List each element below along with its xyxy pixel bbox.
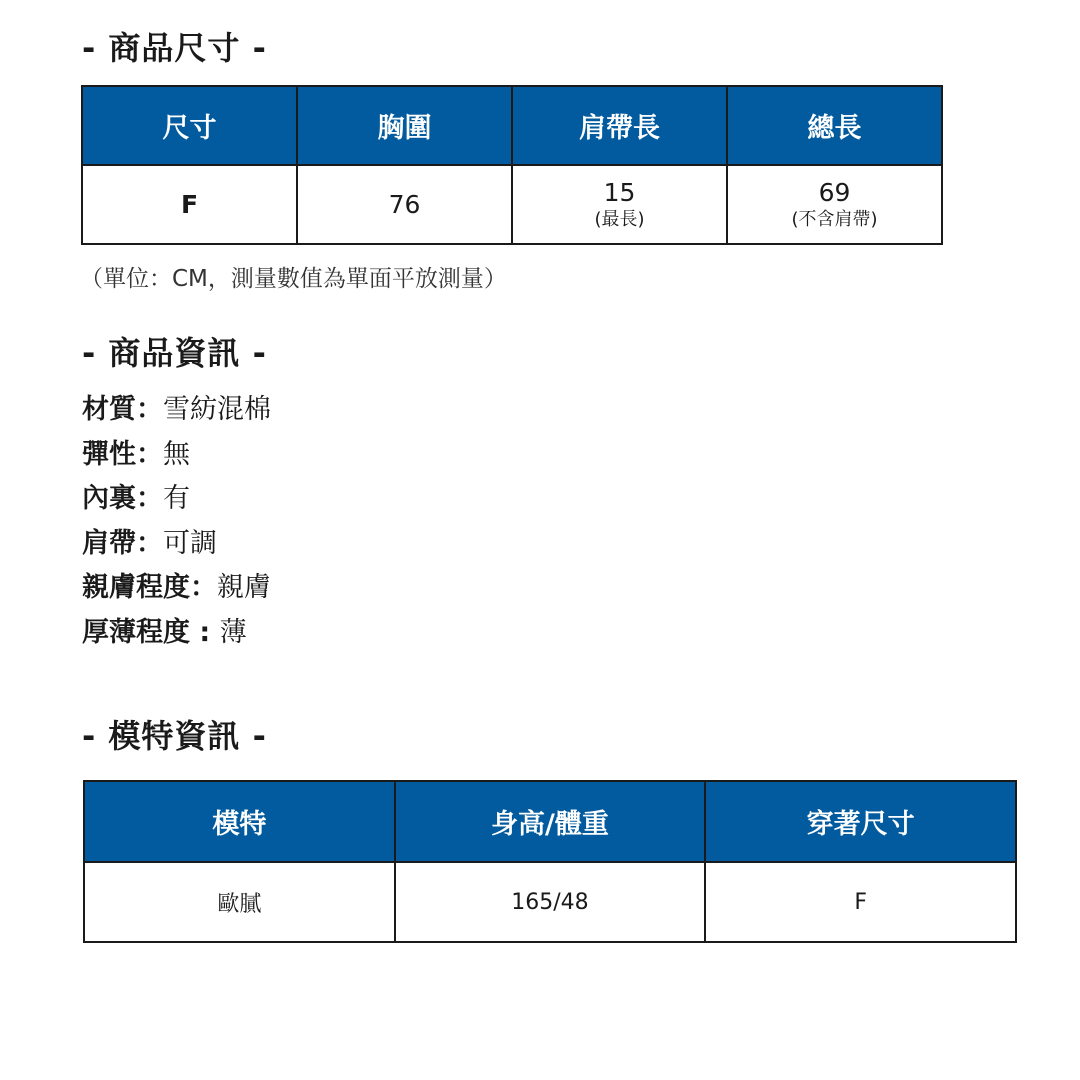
size-value: F (82, 165, 297, 244)
list-item (82, 566, 271, 611)
list-item (82, 611, 271, 656)
list-item (82, 522, 271, 567)
model-header-height-weight: 身高/體重 (395, 781, 706, 862)
strap-length-note: (最長) (594, 208, 645, 230)
size-header-bust: 胸圍 (297, 86, 512, 165)
list-item (82, 433, 271, 478)
info-separator: ： (136, 527, 163, 559)
model-table-header-row (84, 781, 1016, 862)
size-table (81, 85, 943, 245)
table-row (82, 165, 942, 244)
size-section-title: - 商品尺寸 - (82, 29, 267, 67)
total-length-value: 69 (818, 177, 851, 207)
info-separator: ： (136, 394, 163, 425)
info-label: 內裏 (82, 483, 136, 514)
total-length-cell (727, 165, 942, 244)
info-label: 親膚程度 (82, 572, 190, 603)
total-length-note: (不含肩帶) (791, 208, 878, 230)
size-header-total-length: 總長 (727, 86, 942, 165)
size-header-strap-length: 肩帶長 (512, 86, 727, 165)
info-value: 可調 (163, 527, 217, 559)
model-table (83, 780, 1017, 943)
info-label: 厚薄程度 (82, 616, 190, 648)
info-value: 親膚 (217, 572, 271, 603)
size-table-header-row (82, 86, 942, 165)
info-label: 材質 (82, 394, 136, 425)
info-separator: ： (136, 483, 163, 514)
info-separator: ： (190, 572, 217, 603)
info-separator: ： (136, 438, 163, 470)
info-label: 肩帶 (82, 527, 136, 559)
table-row (84, 862, 1016, 942)
strap-length-value: 15 (603, 177, 636, 207)
model-header-name: 模特 (84, 781, 395, 862)
model-height-weight-value: 165/48 (395, 862, 706, 942)
model-size-value: F (705, 862, 1016, 942)
product-info-list (82, 388, 271, 655)
info-separator: : (190, 616, 220, 648)
size-header-size: 尺寸 (82, 86, 297, 165)
strap-length-cell (512, 165, 727, 244)
model-name-value: 歐膩 (84, 862, 395, 942)
info-value: 雪紡混棉 (163, 394, 271, 425)
info-value: 有 (163, 483, 190, 514)
model-section-title: - 模特資訊 - (82, 717, 267, 755)
unit-note: （單位：CM，測量數值為單面平放測量） (80, 266, 507, 292)
info-value: 無 (163, 438, 190, 470)
bust-value: 76 (297, 165, 512, 244)
list-item (82, 388, 271, 433)
model-header-size: 穿著尺寸 (705, 781, 1016, 862)
list-item (82, 477, 271, 522)
info-value: 薄 (219, 616, 247, 648)
info-section-title: - 商品資訊 - (82, 334, 267, 372)
info-label: 彈性 (82, 438, 136, 470)
